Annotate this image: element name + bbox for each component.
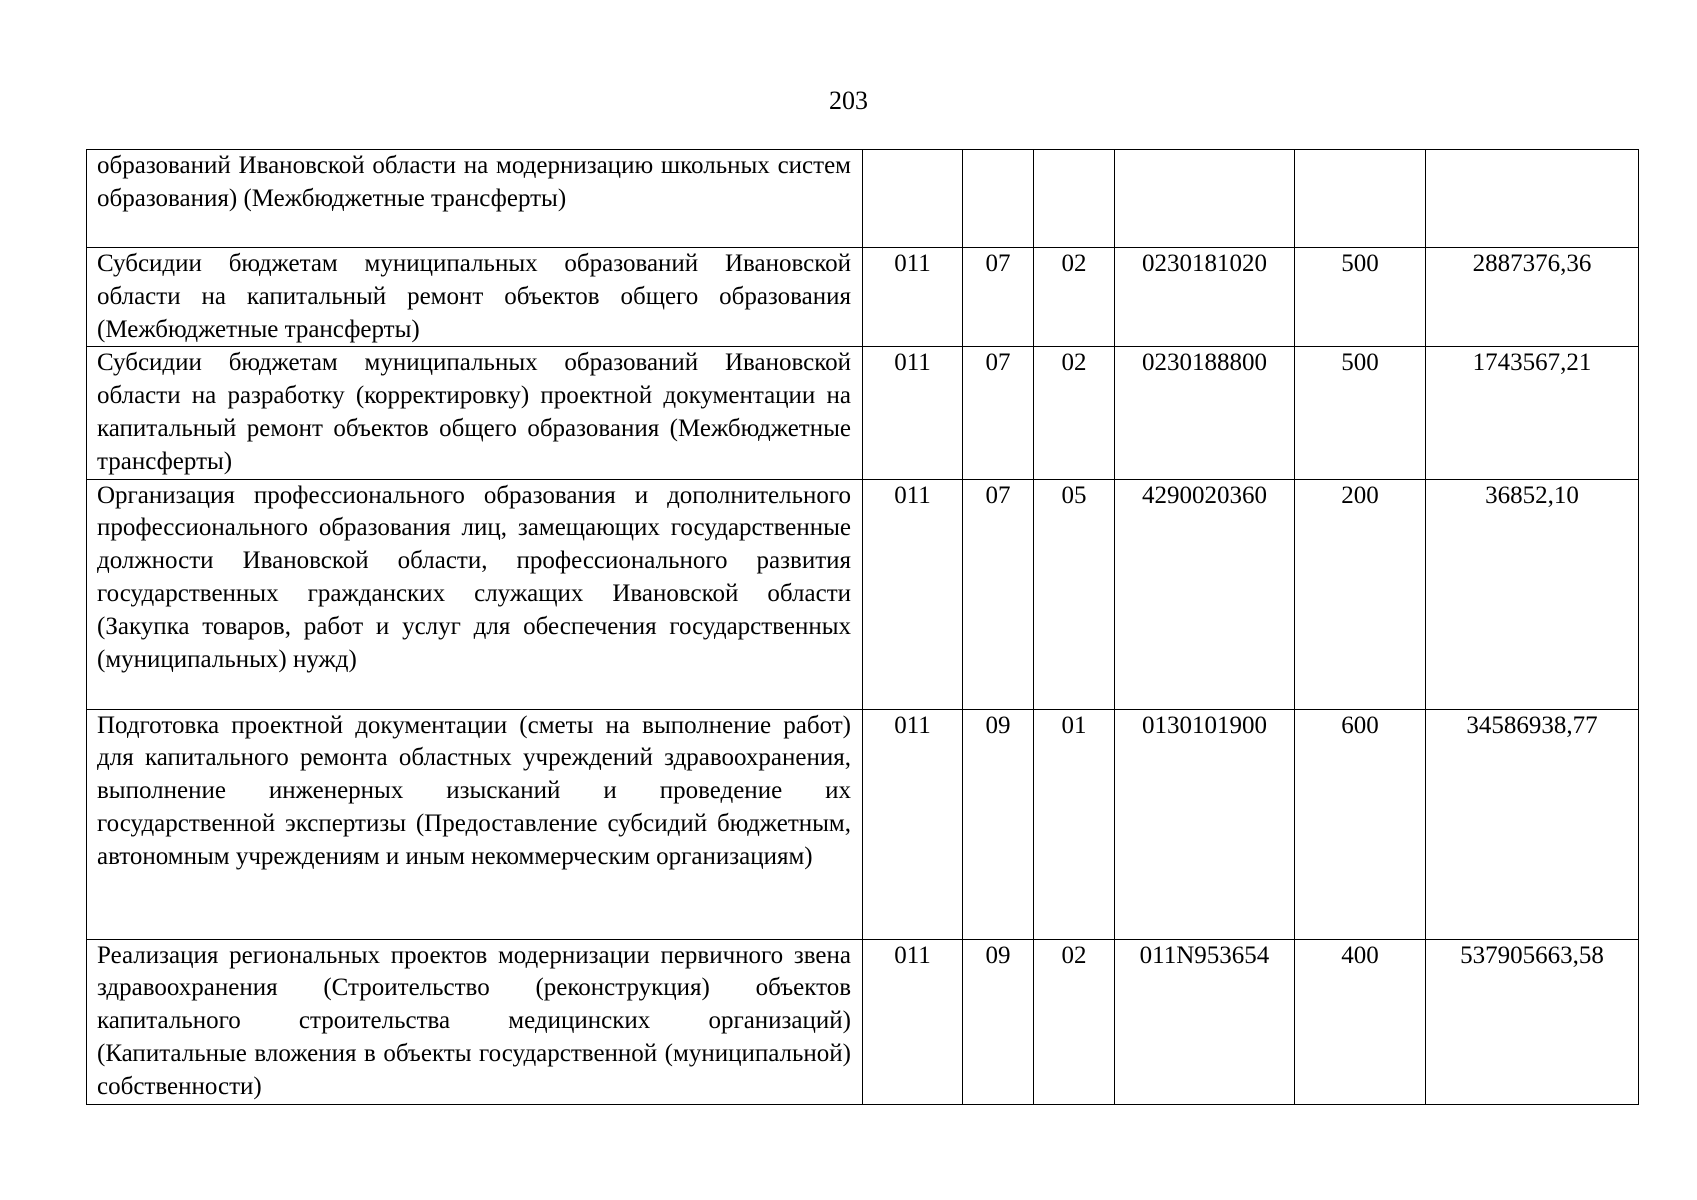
row-description: Подготовка проектной документации (сметы на выполнение работ) для капитального ремонта областных учреждений здравоохранения, выполнение инженерных изысканий и проведение их государственной экспертизы (Предоставление субсидий бюджетным, автономным учреждениям и иным некоммерческим организациям): [87, 709, 863, 939]
row-section-code: 09: [963, 709, 1034, 939]
row-section-code: 07: [963, 248, 1034, 347]
row-amount: 36852,10: [1426, 479, 1639, 709]
row-target-code: 0130101900: [1115, 709, 1295, 939]
page-number: 203: [829, 86, 868, 115]
table-row: [87, 150, 1639, 248]
row-target-code: 0230181020: [1115, 248, 1295, 347]
budget-table: [86, 149, 1639, 1105]
row-target-code: 0230188800: [1115, 347, 1295, 479]
table-row: [87, 939, 1639, 1104]
row-subsection-code: 05: [1034, 479, 1115, 709]
row-description: Субсидии бюджетам муниципальных образований Ивановской области на разработку (корректировку) проектной документации на капитальный ремонт объектов общего образования (Межбюджетные трансферты): [87, 347, 863, 479]
row-description: Субсидии бюджетам муниципальных образований Ивановской области на капитальный ремонт объектов общего образования (Межбюджетные трансферты): [87, 248, 863, 347]
row-subsection-code: 02: [1034, 347, 1115, 479]
row-ministry-code: 011: [863, 709, 963, 939]
row-description: образований Ивановской области на модернизацию школьных систем образования) (Межбюджетные трансферты): [87, 150, 863, 248]
row-ministry-code: 011: [863, 479, 963, 709]
table-row: [87, 479, 1639, 709]
row-expense-type-code: 500: [1295, 248, 1426, 347]
row-section-code: [963, 150, 1034, 248]
row-description: Реализация региональных проектов модернизации первичного звена здравоохранения (Строительство (реконструкция) объектов капитального строительства медицинских организаций) (Капитальные вложения в объекты государственной (муниципальной) собственности): [87, 939, 863, 1104]
row-ministry-code: 011: [863, 347, 963, 479]
row-subsection-code: 01: [1034, 709, 1115, 939]
row-amount: 537905663,58: [1426, 939, 1639, 1104]
row-subsection-code: [1034, 150, 1115, 248]
row-section-code: 07: [963, 347, 1034, 479]
row-target-code: 011N953654: [1115, 939, 1295, 1104]
row-section-code: 09: [963, 939, 1034, 1104]
row-subsection-code: 02: [1034, 939, 1115, 1104]
row-amount: 2887376,36: [1426, 248, 1639, 347]
table-row: [87, 709, 1639, 939]
row-section-code: 07: [963, 479, 1034, 709]
row-expense-type-code: [1295, 150, 1426, 248]
row-ministry-code: [863, 150, 963, 248]
row-expense-type-code: 200: [1295, 479, 1426, 709]
table-row: [87, 248, 1639, 347]
row-expense-type-code: 600: [1295, 709, 1426, 939]
table-row: [87, 347, 1639, 479]
row-subsection-code: 02: [1034, 248, 1115, 347]
row-ministry-code: 011: [863, 939, 963, 1104]
row-amount: 1743567,21: [1426, 347, 1639, 479]
row-amount: 34586938,77: [1426, 709, 1639, 939]
row-target-code: 4290020360: [1115, 479, 1295, 709]
row-amount: [1426, 150, 1639, 248]
row-expense-type-code: 500: [1295, 347, 1426, 479]
row-expense-type-code: 400: [1295, 939, 1426, 1104]
row-description: Организация профессионального образования и дополнительного профессионального образования лиц, замещающих государственные должности Ивановской области, профессионального развития государственных гражданских служащих Ивановской области (Закупка товаров, работ и услуг для обеспечения государственных (муниципальных) нужд): [87, 479, 863, 709]
row-target-code: [1115, 150, 1295, 248]
row-ministry-code: 011: [863, 248, 963, 347]
